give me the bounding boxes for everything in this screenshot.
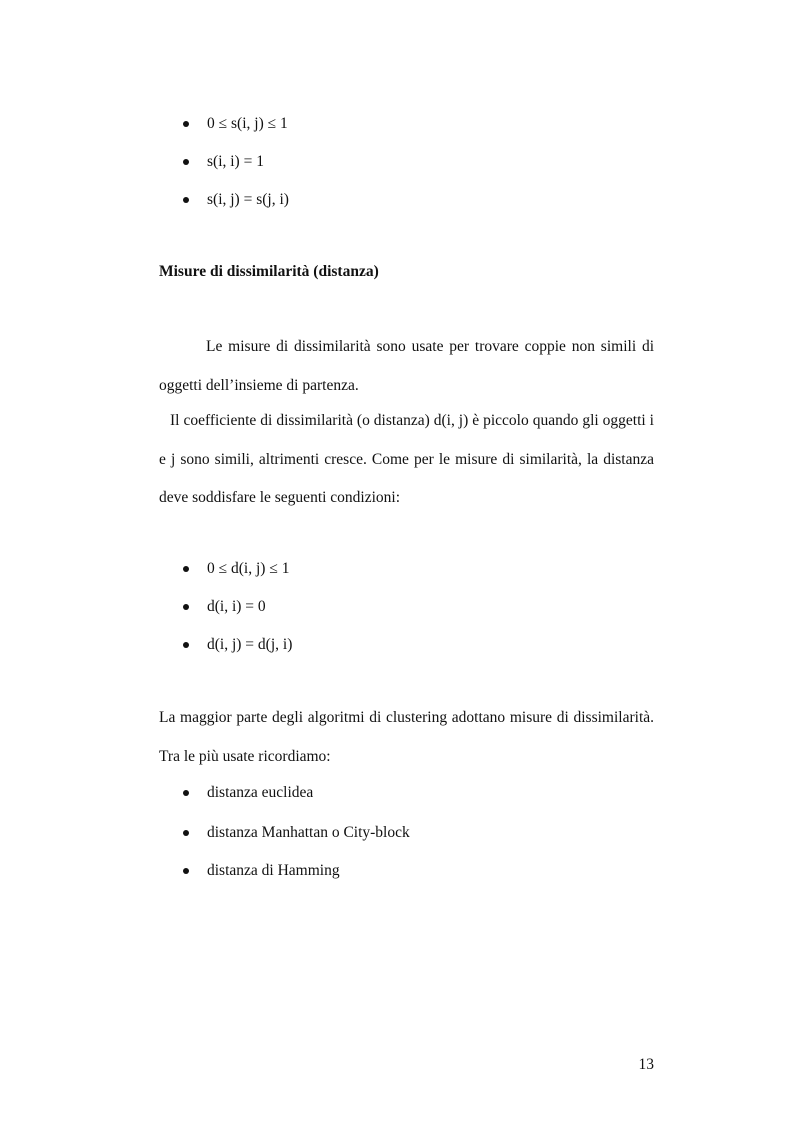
list-item-text: s(i, i) = 1 [207, 153, 264, 170]
list-item [181, 783, 410, 823]
list-item-text: 0 ≤ d(i, j) ≤ 1 [207, 560, 290, 577]
list-item-text: distanza euclidea [207, 784, 314, 801]
list-item-text: distanza Manhattan o City-block [207, 824, 410, 841]
list-item [181, 190, 289, 228]
bullet-icon [183, 159, 189, 165]
bullet-icon [183, 566, 189, 572]
list-item-text: distanza di Hamming [207, 862, 340, 879]
list-item [181, 635, 292, 673]
distance-types-list [181, 783, 410, 899]
list-item [181, 597, 292, 635]
list-item [181, 861, 410, 899]
similarity-conditions-list [181, 114, 289, 228]
bullet-icon [183, 868, 189, 874]
page-number: 13 [638, 1056, 654, 1073]
list-item-text: 0 ≤ s(i, j) ≤ 1 [207, 115, 288, 132]
list-item-text: s(i, j) = s(j, i) [207, 191, 289, 208]
paragraph-dissimilarity-coefficient: Il coefficiente di dissimilarità (o distanza) d(i, j) è piccolo quando gli oggetti i e j sono simili, altrimenti cresce. Come per le misure di similarità, la distanza deve soddisfare le seguenti condizioni: [159, 412, 654, 506]
list-item [181, 559, 292, 597]
list-item [181, 152, 289, 190]
paragraph-clustering: La maggior parte degli algoritmi di clustering adottano misure di dissimilarità. Tra le più usate ricordiamo: [159, 709, 654, 765]
bullet-icon [183, 642, 189, 648]
bullet-icon [183, 604, 189, 610]
list-item-text: d(i, j) = d(j, i) [207, 636, 293, 653]
bullet-icon [183, 121, 189, 127]
list-item [181, 114, 289, 152]
list-item [181, 823, 410, 861]
bullet-icon [183, 830, 189, 836]
paragraph-intro: Le misure di dissimilarità sono usate per trovare coppie non simili di oggetti dell’insieme di partenza. [159, 338, 654, 394]
distance-conditions-list [181, 559, 292, 673]
list-item-text: d(i, i) = 0 [207, 598, 266, 615]
bullet-icon [183, 790, 189, 796]
section-heading: Misure di dissimilarità (distanza) [159, 263, 379, 280]
bullet-icon [183, 197, 189, 203]
